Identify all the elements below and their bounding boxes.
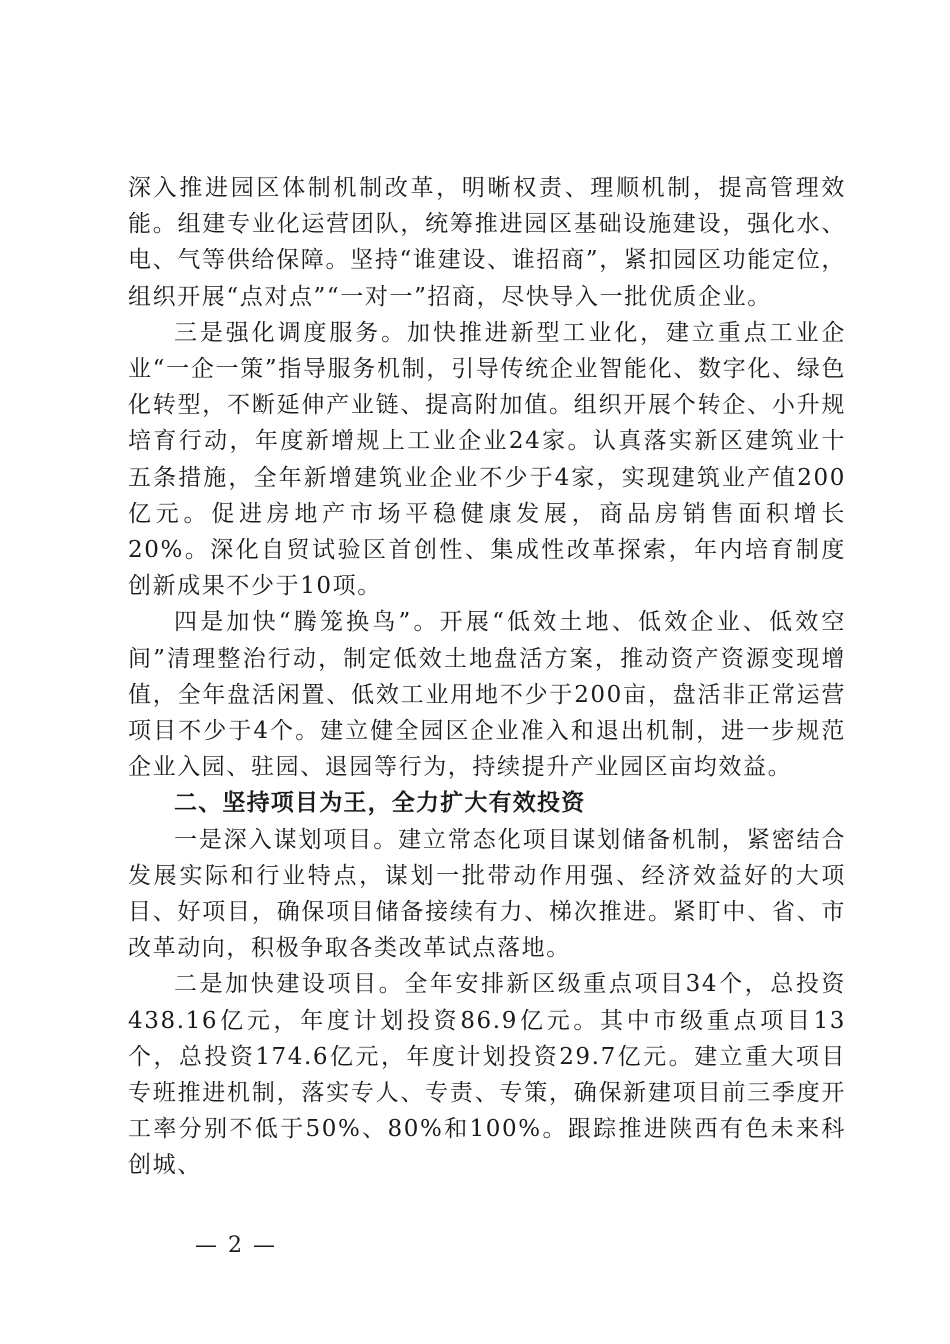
document-body xyxy=(128,170,846,1184)
paragraph-build-projects: 二是加快建设项目。全年安排新区级重点项目34个，总投资438.16亿元，年度计划投资86.9亿元。其中市级重点项目13个，总投资174.6亿元，年度计划投资29.7亿元。建立重大项目专班推进机制，落实专人、专责、专策，确保新建项目前三季度开工率分别不低于50%、80%和100%。跟踪推进陕西有色未来科创城、 xyxy=(128,971,846,1179)
paragraph-cage-change: 四是加快“腾笼换鸟”。开展“低效土地、低效企业、低效空间”清理整治行动，制定低效土地盘活方案，推动资产资源变现增值，全年盘活闲置、低效工业用地不少于200亩，盘活非正常运营项目不少于4个。建立健全园区企业准入和退出机制，进一步规范企业入园、驻园、退园等行为，持续提升产业园区亩均效益。 xyxy=(128,609,846,781)
paragraph-plan-projects: 一是深入谋划项目。建立常态化项目谋划储备机制，紧密结合发展实际和行业特点，谋划一批带动作用强、经济效益好的大项目、好项目，确保项目储备接续有力、梯次推进。紧盯中、省、市改革动向，积极争取各类改革试点落地。 xyxy=(128,826,846,962)
section-heading: 二、坚持项目为王，全力扩大有效投资 xyxy=(174,790,586,817)
paragraph-continued: 深入推进园区体制机制改革，明晰权责、理顺机制，提高管理效能。组建专业化运营团队，统筹推进园区基础设施建设，强化水、电、气等供给保障。坚持“谁建设、谁招商”，紧扣园区功能定位，组织开展“点对点”“一对一”招商，尽快导入一批优质企业。 xyxy=(128,175,846,310)
page-number: — 2 — xyxy=(195,1233,277,1258)
paragraph-strengthen-scheduling: 三是强化调度服务。加快推进新型工业化，建立重点工业企业“一企一策”指导服务机制，引导传统企业智能化、数字化、绿色化转型，不断延伸产业链、提高附加值。组织开展个转企、小升规培育行动，年度新增规上工业企业24家。认真落实新区建筑业十五条措施，全年新增建筑业企业不少于4家，实现建筑业产值200亿元。促进房地产市场平稳健康发展，商品房销售面积增长20%。深化自贸试验区首创性、集成性改革探索，年内培育制度创新成果不少于10项。 xyxy=(128,319,846,600)
